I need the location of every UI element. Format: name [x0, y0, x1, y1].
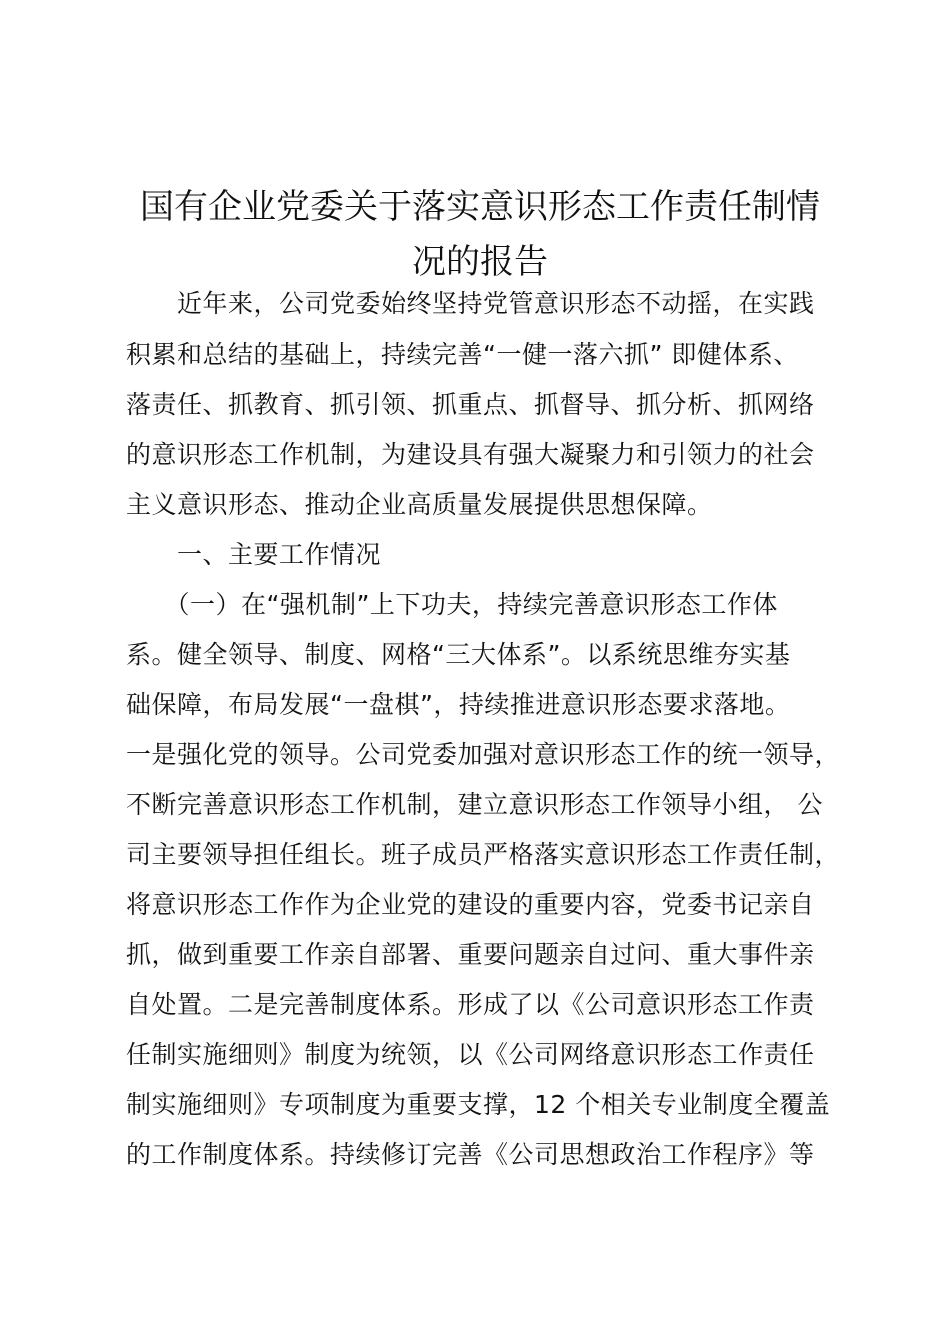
body-line: 一是强化党的领导。公司党委加强对意识形态工作的统一领导，	[126, 740, 841, 769]
body-line: 将意识形态工作作为企业党的建设的重要内容，党委书记亲自	[126, 890, 815, 919]
document-title	[120, 180, 840, 290]
body-line: 司主要领导担任组长。班子成员严格落实意识形态工作责任制，	[126, 840, 841, 869]
body-line: 不断完善意识形态工作机制，建立意识形态工作领导小组， 公	[126, 790, 823, 819]
body-line: 的意识形态工作机制，为建设具有强大凝聚力和引领力的社会	[126, 440, 815, 469]
body-line: 任制实施细则》制度为统领，以《公司网络意识形态工作责任	[126, 1040, 815, 1069]
body-line: （一）在“强机制”上下功夫，持续完善意识形态工作体	[126, 590, 778, 619]
title-line-1: 国有企业党委关于落实意识形态工作责任制情	[140, 187, 820, 227]
body-line: 自处置。二是完善制度体系。形成了以《公司意识形态工作责	[126, 990, 815, 1019]
body-line: 抓，做到重要工作亲自部署、重要问题亲自过问、重大事件亲	[126, 940, 815, 969]
body-line: 落责任、抓教育、抓引领、抓重点、抓督导、抓分析、抓网络	[126, 390, 815, 419]
title-line-2: 况的报告	[412, 242, 548, 282]
body-line: 系。健全领导、制度、网格“三大体系”。以系统思维夯实基	[126, 640, 791, 669]
body-line: 制实施细则》专项制度为重要支撑，12 个相关专业制度全覆盖	[126, 1090, 831, 1119]
body-line: 的工作制度体系。持续修订完善《公司思想政治工作程序》等	[126, 1140, 815, 1169]
body-line: 近年来，公司党委始终坚持党管意识形态不动摇，在实践	[126, 289, 815, 318]
body-line: 础保障，布局发展“一盘棋”，持续推进意识形态要求落地。	[126, 690, 791, 719]
body-line: 主义意识形态、推动企业高质量发展提供思想保障。	[126, 490, 713, 519]
body-line: 积累和总结的基础上，持续完善“一健一落六抓” 即健体系、	[126, 340, 799, 369]
section-heading: 一、主要工作情况	[126, 540, 382, 569]
